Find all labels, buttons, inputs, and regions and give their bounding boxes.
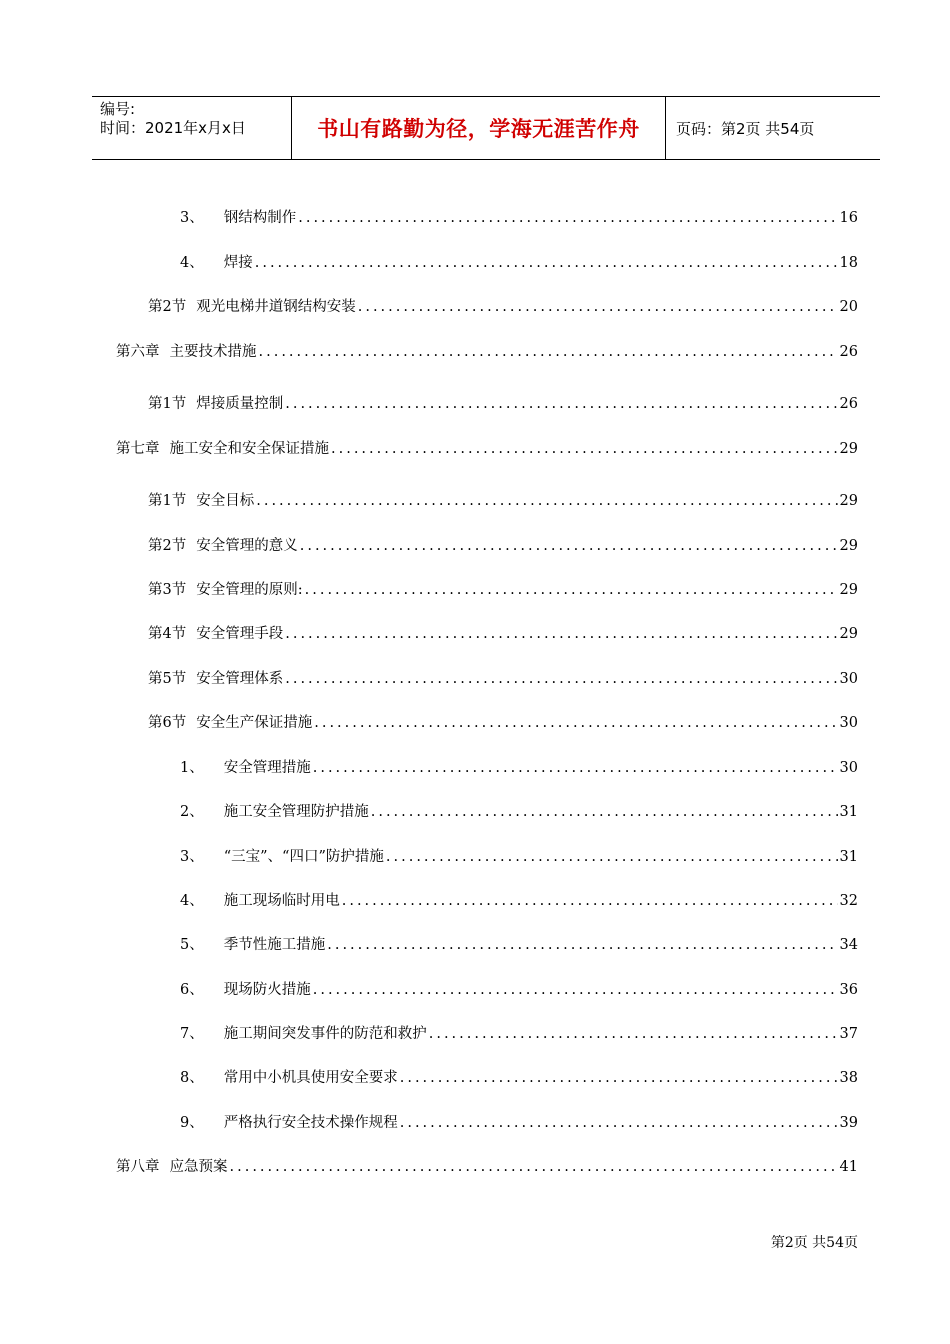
toc-leader-dots	[285, 394, 837, 414]
toc-leader-dots	[386, 847, 838, 867]
toc-entry-title: 安全管理的原则:	[196, 582, 303, 598]
toc-entry-number: 9、	[180, 1115, 204, 1131]
toc-entry-number: 第5节	[148, 671, 187, 687]
toc-entry[interactable]	[180, 891, 858, 911]
toc-entry-number: 3、	[180, 210, 204, 226]
toc-entry-page: 20	[839, 299, 858, 315]
toc-entry-title: 安全管理体系	[196, 671, 284, 687]
toc-entry[interactable]	[148, 491, 858, 511]
toc-entry-page: 31	[839, 849, 858, 865]
toc-entry[interactable]	[180, 802, 858, 822]
toc-entry-number: 4、	[180, 893, 204, 909]
toc-entry[interactable]	[180, 1113, 858, 1133]
toc-entry-page: 29	[839, 441, 858, 457]
toc-entry-page: 31	[839, 804, 858, 820]
toc-entry-title: 施工安全和安全保证措施	[169, 441, 329, 457]
toc-entry-number: 7、	[180, 1026, 204, 1042]
toc-entry-title: 常用中小机具使用安全要求	[223, 1070, 398, 1086]
toc-entry-page: 16	[839, 210, 858, 226]
toc-entry-title: 施工现场临时用电	[223, 893, 340, 909]
toc-entry-page: 41	[839, 1159, 858, 1175]
toc-entry-title: 观光电梯井道钢结构安装	[196, 299, 356, 315]
toc-entry-page: 39	[839, 1115, 858, 1131]
toc-leader-dots	[305, 580, 838, 600]
toc-entry-title: 施工期间突发事件的防范和救护	[223, 1026, 427, 1042]
toc-leader-dots	[313, 980, 838, 1000]
toc-entry[interactable]	[116, 1157, 858, 1177]
toc-entry-title: “三宝”、“四口”防护措施	[223, 849, 384, 865]
toc-entry-page: 29	[839, 582, 858, 598]
toc-leader-dots	[331, 439, 838, 459]
toc-entry[interactable]	[180, 758, 858, 778]
toc-entry-title: 严格执行安全技术操作规程	[223, 1115, 398, 1131]
toc-entry-page: 26	[839, 396, 858, 412]
toc-entry[interactable]	[148, 297, 858, 317]
toc-entry-title: 焊接	[223, 255, 253, 271]
toc-entry[interactable]	[180, 980, 858, 1000]
toc-entry-number: 6、	[180, 982, 204, 998]
toc-entry-number: 4、	[180, 255, 204, 271]
toc-entry-number: 第4节	[148, 626, 187, 642]
document-time: 时间：2021年x月x日	[100, 119, 246, 137]
toc-entry-title: 安全目标	[196, 493, 255, 509]
toc-entry-number: 8、	[180, 1070, 204, 1086]
toc-entry-title: 施工安全管理防护措施	[223, 804, 369, 820]
toc-entry[interactable]	[148, 536, 858, 556]
toc-entry-page: 37	[839, 1026, 858, 1042]
toc-entry-title: 应急预案	[169, 1159, 228, 1175]
toc-entry-page: 30	[839, 715, 858, 731]
toc-entry-page: 38	[839, 1070, 858, 1086]
toc-leader-dots	[256, 491, 837, 511]
toc-leader-dots	[255, 253, 838, 273]
toc-leader-dots	[300, 536, 838, 556]
toc-entry-title: 安全管理手段	[196, 626, 284, 642]
toc-entry-title: 季节性施工措施	[223, 937, 326, 953]
toc-entry-page: 29	[839, 626, 858, 642]
toc-entry[interactable]	[116, 439, 858, 459]
toc-entry-title: 主要技术措施	[169, 344, 257, 360]
toc-entry-number: 第2节	[148, 538, 187, 554]
toc-entry-number: 3、	[180, 849, 204, 865]
toc-entry-number: 第2节	[148, 299, 187, 315]
toc-entry-page: 36	[839, 982, 858, 998]
toc-entry-number: 第6节	[148, 715, 187, 731]
toc-leader-dots	[298, 208, 837, 228]
toc-leader-dots	[371, 802, 838, 822]
toc-entry-number: 第3节	[148, 582, 187, 598]
toc-entry-number: 第1节	[148, 493, 187, 509]
toc-entry-number: 第1节	[148, 396, 187, 412]
toc-entry-title: 安全生产保证措施	[196, 715, 313, 731]
toc-entry[interactable]	[116, 342, 858, 362]
toc-entry-page: 18	[839, 255, 858, 271]
toc-entry[interactable]	[148, 669, 858, 689]
toc-entry[interactable]	[180, 253, 858, 273]
toc-entry-page: 29	[839, 493, 858, 509]
toc-leader-dots	[400, 1068, 838, 1088]
toc-entry[interactable]	[148, 713, 858, 733]
toc-entry[interactable]	[148, 394, 858, 414]
toc-entry-title: 焊接质量控制	[196, 396, 284, 412]
toc-entry-title: 安全管理的意义	[196, 538, 298, 554]
header-meta	[92, 97, 292, 159]
toc-entry-page: 29	[839, 538, 858, 554]
toc-entry-title: 钢结构制作	[223, 210, 297, 226]
document-number-label: 编号:	[100, 100, 136, 118]
toc-entry[interactable]	[148, 624, 858, 644]
toc-entry-title: 现场防火措施	[223, 982, 311, 998]
toc-entry-number: 5、	[180, 937, 204, 953]
header-page-info: 页码：第2页 共54页	[676, 119, 815, 138]
toc-entry-page: 30	[839, 760, 858, 776]
toc-entry-page: 34	[839, 937, 858, 953]
toc-leader-dots	[230, 1157, 838, 1177]
toc-entry[interactable]	[180, 1024, 858, 1044]
toc-entry[interactable]	[180, 935, 858, 955]
toc-leader-dots	[358, 297, 838, 317]
toc-leader-dots	[285, 669, 837, 689]
toc-entry-page: 30	[839, 671, 858, 687]
toc-entry-number: 1、	[180, 760, 204, 776]
toc-leader-dots	[313, 758, 838, 778]
toc-entry-page: 26	[839, 344, 858, 360]
toc-leader-dots	[327, 935, 837, 955]
toc-entry-number: 第七章	[116, 441, 160, 457]
toc-leader-dots	[285, 624, 837, 644]
toc-entry-number: 第六章	[116, 344, 160, 360]
toc-entry[interactable]	[180, 847, 858, 867]
toc-entry-page: 32	[839, 893, 858, 909]
header-motto: 书山有路勤为径，学海无涯苦作舟	[292, 97, 666, 159]
toc-entry-number: 第八章	[116, 1159, 160, 1175]
toc-leader-dots	[400, 1113, 838, 1133]
toc-leader-dots	[314, 713, 837, 733]
page-header	[92, 96, 880, 160]
toc-leader-dots	[259, 342, 838, 362]
toc-entry[interactable]	[180, 208, 858, 228]
toc-entry-number: 2、	[180, 804, 204, 820]
toc-entry[interactable]	[148, 580, 858, 600]
footer-page-info: 第2页 共54页	[770, 1235, 858, 1251]
toc-leader-dots	[429, 1024, 838, 1044]
toc-entry[interactable]	[180, 1068, 858, 1088]
toc-entry-title: 安全管理措施	[223, 760, 311, 776]
toc-leader-dots	[342, 891, 838, 911]
